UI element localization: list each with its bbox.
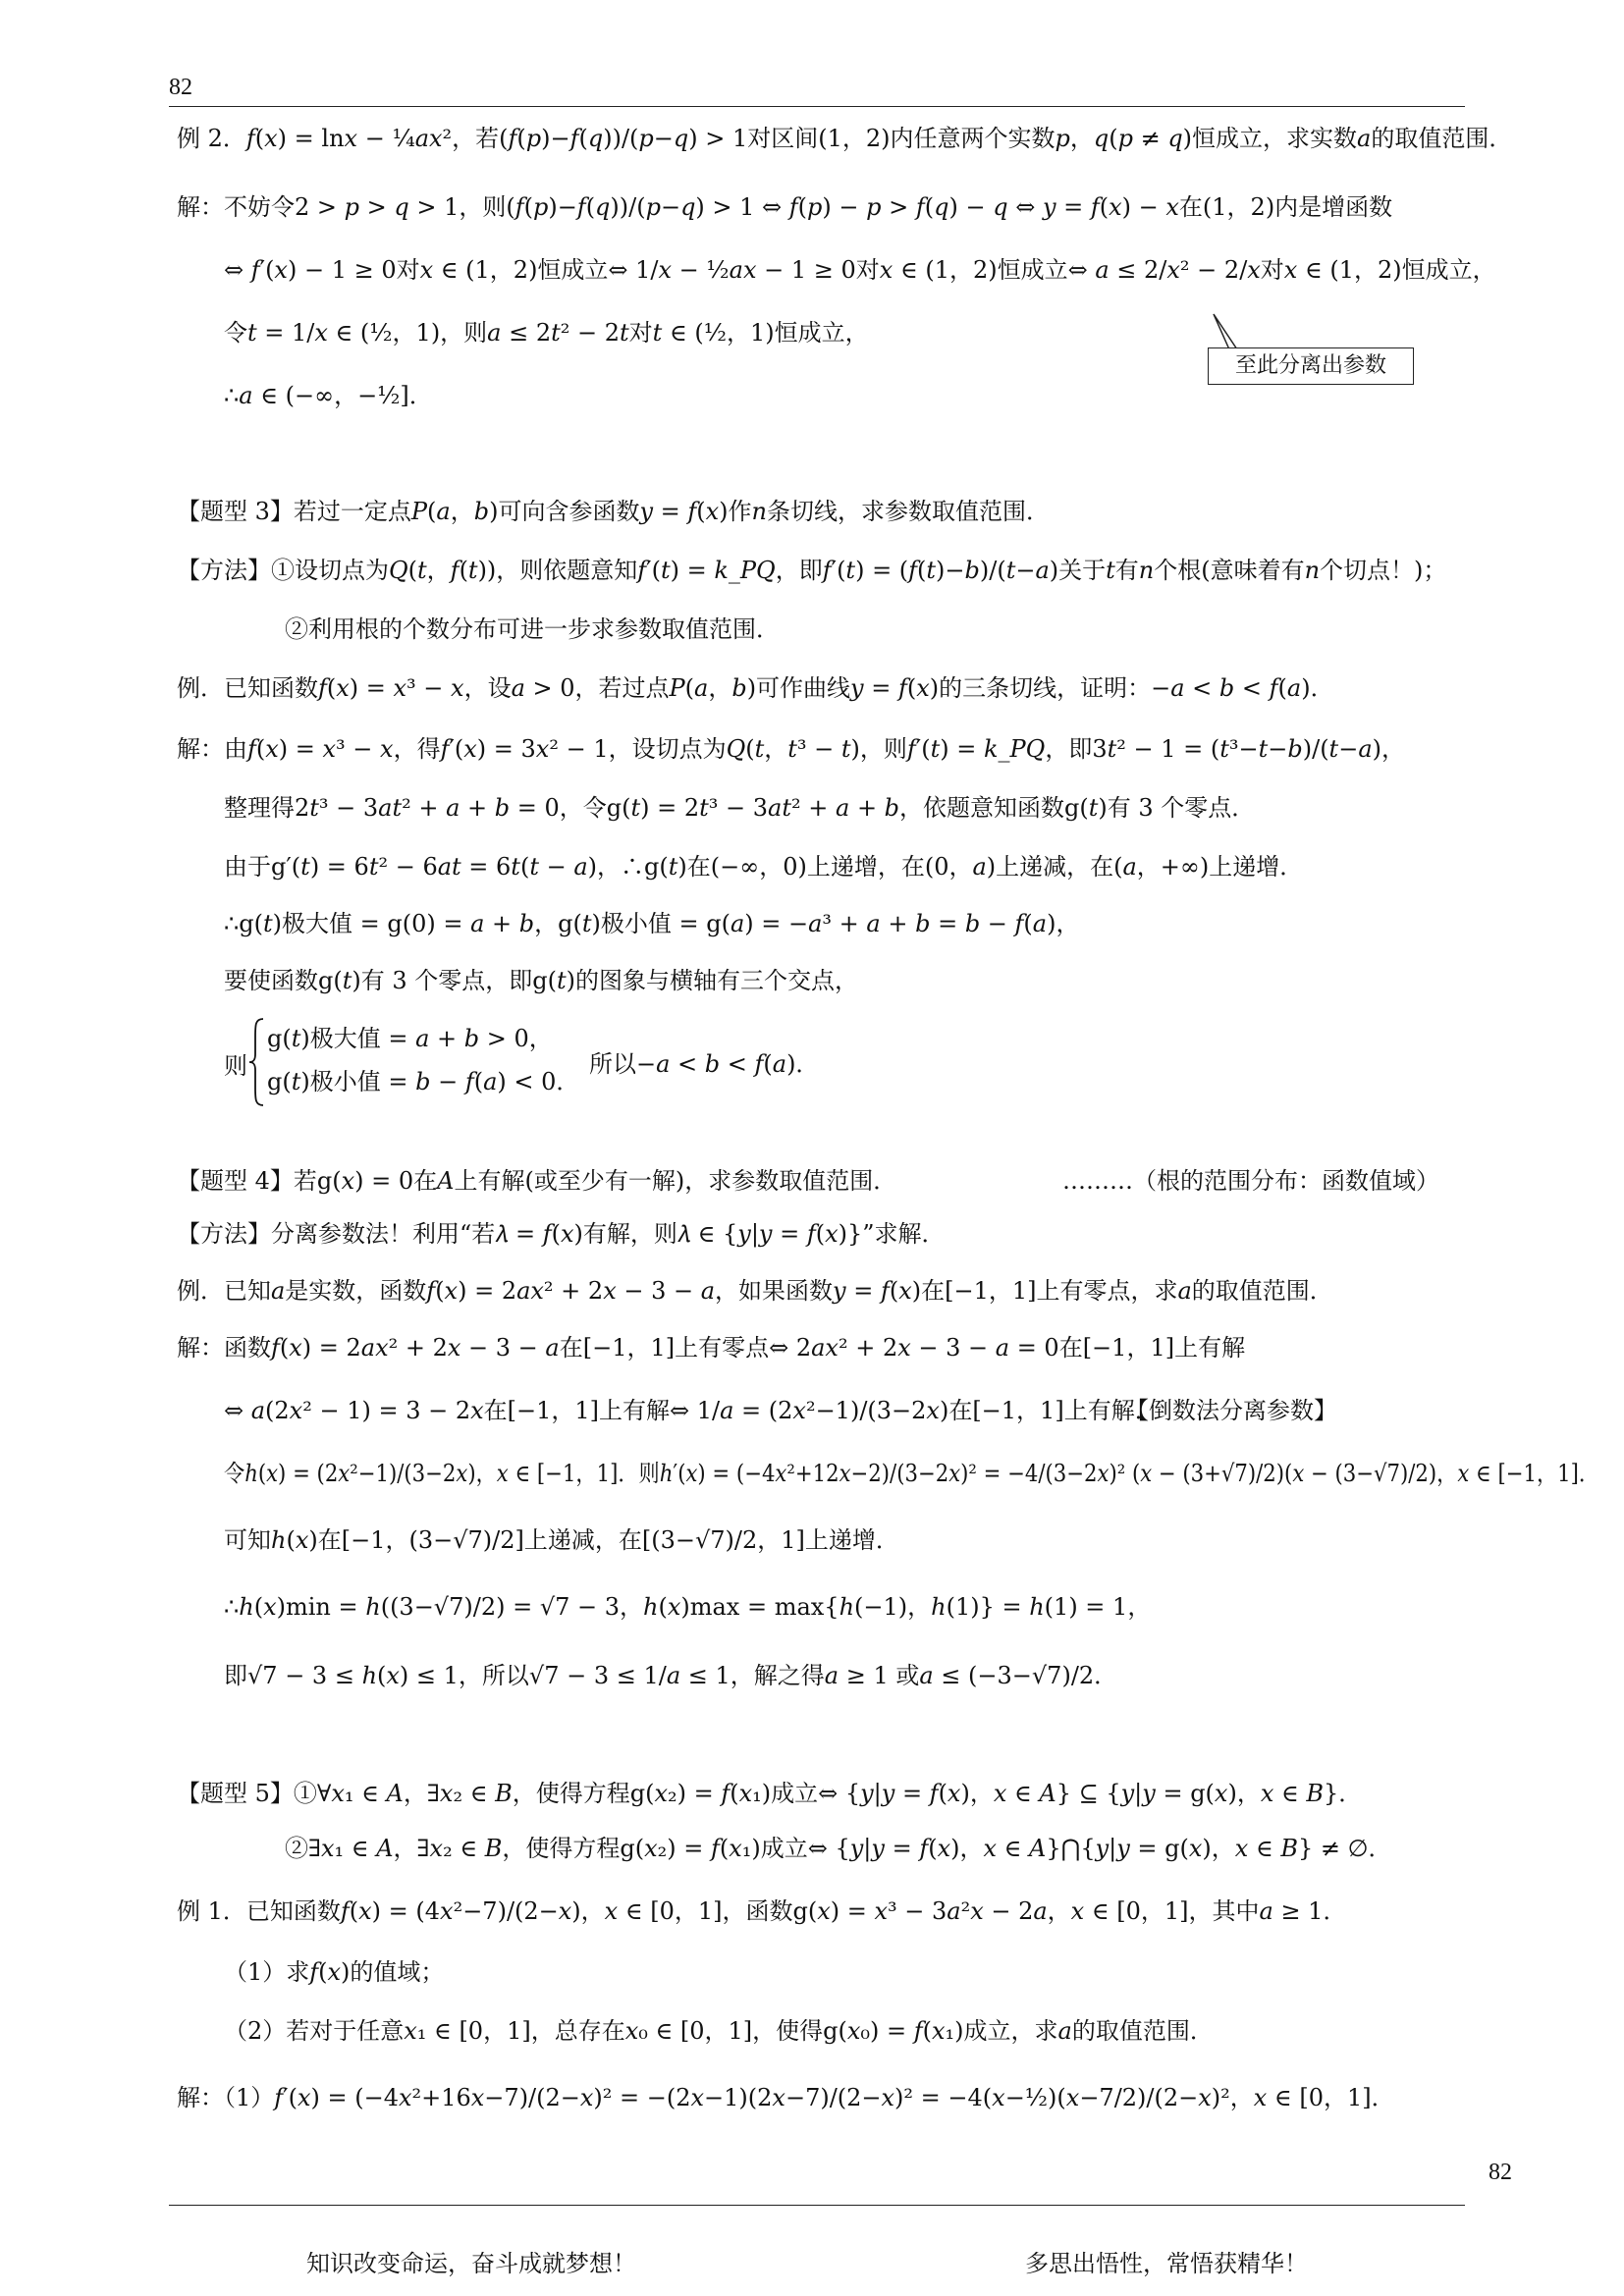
header-rule [169, 106, 1465, 107]
type-3-method-2: ②利用根的个数分布可进一步求参数取值范围． [285, 615, 780, 643]
type-4-solution-2: ⇔ 𝑎(2𝑥² − 1) = 3 − 2𝑥在[−1，1]上有解⇔ 1/𝑎 = (2𝑥²−1)/(3−2𝑥)在[−1，1]上有解． [224, 1397, 1159, 1424]
example-2-solution-line-3: 令𝑡 = 1/𝑥 ∈ (½，1)，则𝑎 ≤ 2𝑡² − 2𝑡对𝑡 ∈ (½，1)恒成立， [224, 319, 869, 347]
type-3-solution-1: 解：由𝑓(𝑥) = 𝑥³ − 𝑥，得𝑓′(𝑥) = 3𝑥² − 1，设切点为𝑄(𝑡，𝑡³ − 𝑡)，则𝑓′(𝑡) = 𝑘_𝑃𝑄，即3𝑡² − 1 = (𝑡³−𝑡−𝑏)/(𝑡−𝑎)， [177, 735, 1405, 763]
type-5-question-2: （2）若对于任意𝑥₁ ∈ [0，1]，总存在𝑥₀ ∈ [0，1]，使得g(𝑥₀) = 𝑓(𝑥₁)成立，求𝑎的取值范围． [224, 2017, 1214, 2045]
example-2-statement: 例 2．𝑓(𝑥) = ln𝑥 − ¼𝑎𝑥²，若(𝑓(𝑝)−𝑓(𝑞))/(𝑝−𝑞) > 1对区间(1，2)内任意两个实数𝑝，𝑞(𝑝 ≠ 𝑞)恒成立，求实数𝑎的取值范围． [177, 125, 1513, 152]
reciprocal-method-note: 【倒数法分离参数】 [1125, 1397, 1337, 1424]
footer-left-slogan: 知识改变命运，奋斗成就梦想！ [306, 2250, 636, 2277]
footer-right-slogan: 多思出悟性，常悟获精华！ [1025, 2250, 1308, 2277]
type-3-result: 所以−𝑎 < 𝑏 < 𝑓(𝑎)． [589, 1050, 820, 1078]
type-4-title: 【题型 4】若g(𝑥) = 0在𝐴上有解(或至少有一解)，求参数取值范围． [177, 1167, 897, 1195]
type-3-solution-5: 要使函数g(𝑡)有 3 个零点，即g(𝑡)的图象与横轴有三个交点， [224, 967, 858, 994]
type-5-case-2: ②∃𝑥₁ ∈ 𝐴，∃𝑥₂ ∈ 𝐵，使得方程g(𝑥₂) = 𝑓(𝑥₁)成立⇔ {𝑦|𝑦 = 𝑓(𝑥)，𝑥 ∈ 𝐴}⋂{𝑦|𝑦 = g(𝑥)，𝑥 ∈ 𝐵} ≠ ∅． [285, 1835, 1392, 1862]
page-number-top: 82 [169, 75, 192, 100]
type-5-example-1: 例 1．已知函数𝑓(𝑥) = (4𝑥²−7)/(2−𝑥)，𝑥 ∈ [0，1]，函数g(𝑥) = 𝑥³ − 3𝑎²𝑥 − 2𝑎，𝑥 ∈ [0，1]，其中𝑎 ≥ 1． [177, 1897, 1347, 1925]
brace-system [267, 1017, 579, 1103]
type-5-solution-1: 解：（1）𝑓′(𝑥) = (−4𝑥²+16𝑥−7)/(2−𝑥)² = −(2𝑥−1)(2𝑥−7)/(2−𝑥)² = −4(𝑥−½)(𝑥−7/2)/(2−𝑥)²，𝑥 ∈ [0，1]． [177, 2084, 1395, 2111]
type-4-solution-1: 解：函数𝑓(𝑥) = 2𝑎𝑥² + 2𝑥 − 3 − 𝑎在[−1，1]上有零点⇔ 2𝑎𝑥² + 2𝑥 − 3 − 𝑎 = 0在[−1，1]上有解 [177, 1334, 1246, 1362]
type-3-solution-2: 整理得2𝑡³ − 3𝑎𝑡² + 𝑎 + 𝑏 = 0，令g(𝑡) = 2𝑡³ − 3𝑎𝑡² + 𝑎 + 𝑏，依题意知函数g(𝑡)有 3 个零点． [224, 794, 1256, 822]
type-4-example: 例．已知𝑎是实数，函数𝑓(𝑥) = 2𝑎𝑥² + 2𝑥 − 3 − 𝑎，如果函数𝑦 = 𝑓(𝑥)在[−1，1]上有零点，求𝑎的取值范围． [177, 1277, 1333, 1305]
type-3-title: 【题型 3】若过一定点𝑃(𝑎，𝑏)可向含参函数𝑦 = 𝑓(𝑥)作𝑛条切线，求参数取值范围． [177, 498, 1050, 525]
type-4-solution-4: 可知ℎ(𝑥)在[−1，(3−√7)/2]上递减，在[(3−√7)/2，1]上递增． [224, 1526, 899, 1554]
brace-icon [247, 1017, 267, 1107]
type-3-example: 例．已知函数𝑓(𝑥) = 𝑥³ − 𝑥，设𝑎 > 0，若过点𝑃(𝑎，𝑏)可作曲线𝑦 = 𝑓(𝑥)的三条切线，证明：−𝑎 < 𝑏 < 𝑓(𝑎)． [177, 674, 1334, 702]
type-4-solution-3: 令ℎ(𝑥) = (2𝑥²−1)/(3−2𝑥)，𝑥 ∈ [−1，1]．则ℎ′(𝑥) = (−4𝑥²+12𝑥−2)/(3−2𝑥)² = −4/(3−2𝑥)² (𝑥 − (3+√7)/2)(𝑥 − (3−√7)/2)，𝑥 ∈ [−1，1]． [224, 1460, 1600, 1487]
callout-separate-parameter: 至此分离出参数 [1208, 347, 1414, 385]
type-5-title: 【题型 5】①∀𝑥₁ ∈ 𝐴，∃𝑥₂ ∈ 𝐵，使得方程g(𝑥₂) = 𝑓(𝑥₁)成立⇔ {𝑦|𝑦 = 𝑓(𝑥)，𝑥 ∈ 𝐴} ⊆ {𝑦|𝑦 = g(𝑥)，𝑥 ∈ 𝐵}． [177, 1780, 1363, 1807]
type-4-note: ………（根的范围分布：函数值域） [1062, 1167, 1439, 1195]
example-2-solution-line-2: ⇔ 𝑓′(𝑥) − 1 ≥ 0对𝑥 ∈ (1，2)恒成立⇔ 1/𝑥 − ½𝑎𝑥 − 1 ≥ 0对𝑥 ∈ (1，2)恒成立⇔ 𝑎 ≤ 2/𝑥² − 2/𝑥对𝑥 ∈ (1，2)恒成立， [224, 256, 1496, 284]
type-5-question-1: （1）求𝑓(𝑥)的值域； [224, 1958, 445, 1986]
type-3-then-label: 则 [224, 1052, 247, 1080]
example-2-solution-line-1: 解：不妨令2 > 𝑝 > 𝑞 > 1，则(𝑓(𝑝)−𝑓(𝑞))/(𝑝−𝑞) > 1 ⇔ 𝑓(𝑝) − 𝑝 > 𝑓(𝑞) − 𝑞 ⇔ 𝑦 = 𝑓(𝑥) − 𝑥在(1，2)内是增函数 [177, 193, 1393, 221]
page-number-bottom: 82 [1489, 2160, 1512, 2185]
type-4-method: 【方法】分离参数法！利用“若𝜆 = 𝑓(𝑥)有解，则𝜆 ∈ {𝑦|𝑦 = 𝑓(𝑥)}”求解． [177, 1220, 946, 1248]
example-2-conclusion: ∴𝑎 ∈ (−∞，−½]． [224, 382, 433, 409]
type-3-method-1: 【方法】①设切点为𝑄(𝑡，𝑓(𝑡))，则依题意知𝑓′(𝑡) = 𝑘_𝑃𝑄，即𝑓′(𝑡) = (𝑓(𝑡)−𝑏)/(𝑡−𝑎)关于𝑡有𝑛个根(意味着有𝑛个切点！)； [177, 557, 1447, 584]
type-3-solution-4: ∴g(𝑡)极大值 = g(0) = 𝑎 + 𝑏，g(𝑡)极小值 = g(𝑎) = −𝑎³ + 𝑎 + 𝑏 = 𝑏 − 𝑓(𝑎)， [224, 910, 1080, 937]
type-3-solution-3: 由于g′(𝑡) = 6𝑡² − 6𝑎𝑡 = 6𝑡(𝑡 − 𝑎)，∴g(𝑡)在(−∞，0)上递增，在(0，𝑎)上递减，在(𝑎，+∞)上递增． [224, 853, 1304, 881]
callout-pointer [1210, 312, 1249, 351]
type-4-solution-5: ∴ℎ(𝑥)min = ℎ((3−√7)/2) = √7 − 3，ℎ(𝑥)max = max{ℎ(−1)，ℎ(1)} = ℎ(1) = 1， [224, 1593, 1152, 1621]
brace-line-max: g(𝑡)极大值 = 𝑎 + 𝑏 > 0， [267, 1025, 553, 1052]
brace-line-min: g(𝑡)极小值 = 𝑏 − 𝑓(𝑎) < 0． [267, 1068, 580, 1095]
type-4-solution-6: 即√7 − 3 ≤ ℎ(𝑥) ≤ 1，所以√7 − 3 ≤ 1/𝑎 ≤ 1，解之得𝑎 ≥ 1 或𝑎 ≤ (−3−√7)/2． [224, 1662, 1118, 1689]
footer-rule [169, 2205, 1465, 2206]
